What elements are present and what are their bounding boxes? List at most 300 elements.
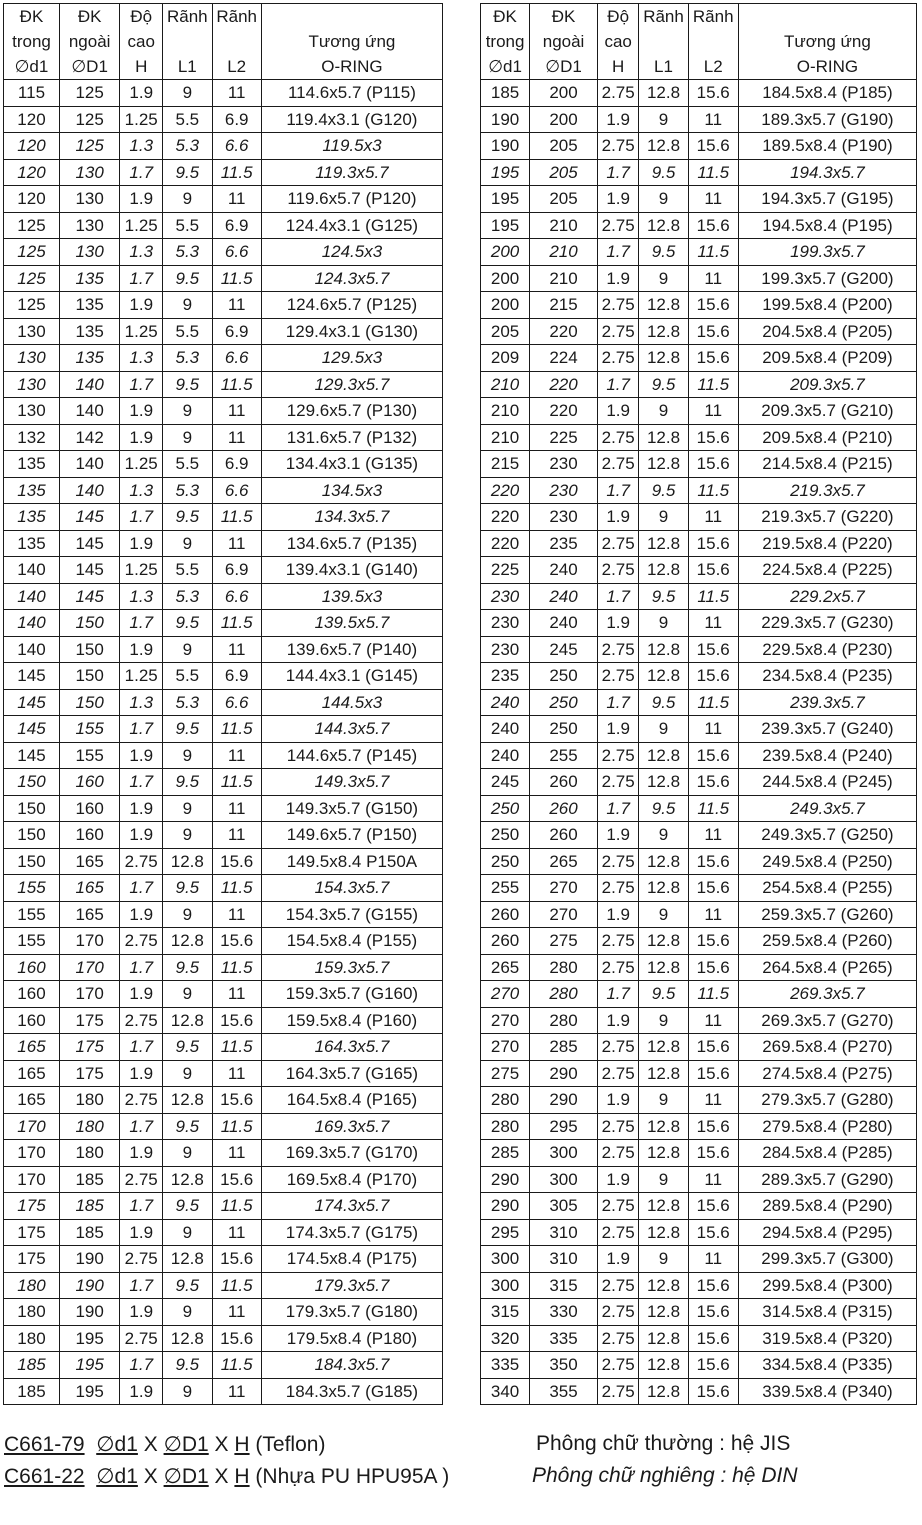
cell-L1: 9 — [639, 1087, 688, 1114]
cell-L2: 15.6 — [688, 1219, 738, 1246]
cell-L1: 12.8 — [639, 954, 688, 981]
cell-d1: 300 — [481, 1272, 530, 1299]
cell-H: 1.9 — [597, 1087, 639, 1114]
table-row — [481, 981, 917, 1008]
cell-L1: 9 — [639, 504, 688, 531]
cell-D1: 195 — [59, 1378, 119, 1405]
cell-L2: 15.6 — [688, 1378, 738, 1405]
height-label: H — [234, 1465, 250, 1488]
cell-L2: 11 — [688, 1246, 738, 1273]
cell-H: 2.75 — [120, 1325, 163, 1352]
cell-d1: 265 — [481, 954, 530, 981]
cell-L2: 11.5 — [688, 981, 738, 1008]
cell-oring: 334.5x8.4 (P335) — [738, 1352, 916, 1379]
table-row — [4, 769, 443, 796]
cell-D1: 140 — [59, 398, 119, 425]
legend-jis: Phông chữ thường : hệ JIS — [536, 1432, 791, 1455]
cell-oring: 184.3x5.7 — [261, 1352, 442, 1379]
cell-oring: 209.3x5.7 — [738, 371, 916, 398]
cell-L2: 11 — [212, 398, 261, 425]
table-row — [4, 795, 443, 822]
cell-L2: 11 — [688, 265, 738, 292]
cell-H: 2.75 — [597, 1352, 639, 1379]
table-row — [4, 1034, 443, 1061]
height-label: H — [234, 1433, 250, 1456]
cell-L2: 11 — [212, 424, 261, 451]
cell-L1: 9 — [163, 424, 212, 451]
cell-oring: 269.3x5.7 (G270) — [738, 1007, 916, 1034]
cell-H: 1.7 — [120, 159, 163, 186]
cell-L1: 12.8 — [639, 1034, 688, 1061]
cell-d1: 130 — [4, 318, 60, 345]
cell-d1: 210 — [481, 371, 530, 398]
table-row — [4, 928, 443, 955]
cell-L1: 12.8 — [163, 848, 212, 875]
table-row — [4, 822, 443, 849]
footer-line-teflon: C661-79 ∅d1 X ∅D1 X H (Teflon) — [4, 1433, 326, 1456]
cell-d1: 225 — [481, 557, 530, 584]
cell-oring: 124.5x3 — [261, 239, 442, 266]
cell-H: 1.25 — [120, 557, 163, 584]
cell-L1: 9 — [163, 1378, 212, 1405]
table-row — [481, 265, 917, 292]
cell-D1: 155 — [59, 742, 119, 769]
cell-D1: 125 — [59, 80, 119, 107]
cell-D1: 224 — [530, 345, 598, 372]
cell-d1: 180 — [4, 1299, 60, 1326]
cell-oring: 131.6x5.7 (P132) — [261, 424, 442, 451]
cell-H: 2.75 — [597, 1060, 639, 1087]
cell-L2: 11 — [212, 636, 261, 663]
cell-L1: 9 — [163, 530, 212, 557]
cell-D1: 175 — [59, 1034, 119, 1061]
cell-L1: 9.5 — [163, 1272, 212, 1299]
cell-L2: 15.6 — [688, 848, 738, 875]
cell-H: 1.7 — [597, 239, 639, 266]
table-row — [481, 1007, 917, 1034]
cell-D1: 185 — [59, 1166, 119, 1193]
cell-L2: 15.6 — [688, 954, 738, 981]
spec-table-left — [3, 3, 443, 1405]
cell-D1: 145 — [59, 557, 119, 584]
table-row — [481, 875, 917, 902]
cell-L1: 12.8 — [639, 875, 688, 902]
cell-D1: 235 — [530, 530, 598, 557]
cell-H: 2.75 — [597, 318, 639, 345]
cell-d1: 290 — [481, 1166, 530, 1193]
cell-d1: 150 — [4, 769, 60, 796]
cell-d1: 165 — [4, 1087, 60, 1114]
cell-oring: 119.4x3.1 (G120) — [261, 106, 442, 133]
legend-din: Phông chữ nghiêng : hệ DIN — [532, 1464, 798, 1487]
cell-d1: 140 — [4, 583, 60, 610]
cell-D1: 130 — [59, 212, 119, 239]
cell-L2: 15.6 — [688, 451, 738, 478]
cell-L2: 15.6 — [688, 1113, 738, 1140]
cell-L1: 12.8 — [639, 1299, 688, 1326]
cell-L1: 12.8 — [639, 557, 688, 584]
table-row — [4, 742, 443, 769]
cell-L2: 11 — [688, 716, 738, 743]
cell-D1: 225 — [530, 424, 598, 451]
cell-H: 2.75 — [597, 1378, 639, 1405]
cell-L2: 15.6 — [688, 663, 738, 690]
cell-D1: 250 — [530, 716, 598, 743]
cell-L2: 15.6 — [688, 1034, 738, 1061]
cell-D1: 205 — [530, 159, 598, 186]
cell-H: 1.9 — [120, 398, 163, 425]
cell-d1: 195 — [481, 212, 530, 239]
cell-H: 1.9 — [597, 716, 639, 743]
inner-diameter-label: ∅d1 — [96, 1465, 138, 1488]
cell-H: 1.7 — [120, 504, 163, 531]
cell-d1: 180 — [4, 1272, 60, 1299]
table-row — [4, 133, 443, 160]
cell-L1: 9.5 — [639, 477, 688, 504]
cell-d1: 235 — [481, 663, 530, 690]
table-row — [481, 159, 917, 186]
spec-table-right — [480, 3, 917, 1405]
cell-D1: 175 — [59, 1060, 119, 1087]
cell-d1: 125 — [4, 239, 60, 266]
cell-D1: 195 — [59, 1352, 119, 1379]
cell-oring: 114.6x5.7 (P115) — [261, 80, 442, 107]
table-row — [481, 212, 917, 239]
cell-oring: 119.3x5.7 — [261, 159, 442, 186]
table-row — [4, 451, 443, 478]
table-row — [481, 345, 917, 372]
table-row — [481, 1246, 917, 1273]
cell-L1: 9 — [639, 265, 688, 292]
cell-D1: 190 — [59, 1299, 119, 1326]
cell-d1: 175 — [4, 1246, 60, 1273]
cell-oring: 199.3x5.7 — [738, 239, 916, 266]
cell-D1: 205 — [530, 133, 598, 160]
cell-d1: 270 — [481, 1007, 530, 1034]
cell-d1: 120 — [4, 106, 60, 133]
cell-oring: 154.3x5.7 (G155) — [261, 901, 442, 928]
cell-L2: 11 — [212, 1060, 261, 1087]
cell-H: 1.7 — [597, 583, 639, 610]
cell-H: 1.3 — [120, 689, 163, 716]
cell-H: 1.9 — [597, 106, 639, 133]
cell-oring: 164.3x5.7 (G165) — [261, 1060, 442, 1087]
cell-L2: 11.5 — [688, 371, 738, 398]
table-row — [4, 1113, 443, 1140]
cell-D1: 220 — [530, 398, 598, 425]
table-row — [4, 1060, 443, 1087]
table-row — [4, 610, 443, 637]
table-row — [481, 928, 917, 955]
cell-L2: 11 — [688, 610, 738, 637]
cell-L1: 12.8 — [163, 1246, 212, 1273]
cell-L1: 9 — [163, 795, 212, 822]
cell-L2: 11.5 — [212, 159, 261, 186]
cell-D1: 190 — [59, 1246, 119, 1273]
cell-L1: 12.8 — [163, 1325, 212, 1352]
table-row — [481, 1219, 917, 1246]
table-row — [4, 583, 443, 610]
cell-H: 1.7 — [120, 1034, 163, 1061]
cell-H: 2.75 — [597, 80, 639, 107]
cell-d1: 230 — [481, 583, 530, 610]
cell-d1: 160 — [4, 981, 60, 1008]
cell-L2: 11.5 — [212, 504, 261, 531]
table-row — [4, 212, 443, 239]
cell-L1: 12.8 — [639, 1140, 688, 1167]
table-row — [481, 901, 917, 928]
cell-D1: 315 — [530, 1272, 598, 1299]
cell-oring: 139.5x5.7 — [261, 610, 442, 637]
cell-d1: 300 — [481, 1246, 530, 1273]
cell-d1: 260 — [481, 928, 530, 955]
cell-L2: 11 — [212, 901, 261, 928]
cell-L2: 11.5 — [212, 610, 261, 637]
cell-D1: 275 — [530, 928, 598, 955]
cell-d1: 240 — [481, 689, 530, 716]
cell-L2: 15.6 — [212, 1166, 261, 1193]
cell-d1: 230 — [481, 636, 530, 663]
cell-oring: 154.3x5.7 — [261, 875, 442, 902]
cell-H: 1.9 — [120, 186, 163, 213]
table-row — [481, 716, 917, 743]
cell-D1: 155 — [59, 716, 119, 743]
cell-D1: 180 — [59, 1087, 119, 1114]
cell-D1: 160 — [59, 822, 119, 849]
cell-L1: 9 — [639, 716, 688, 743]
cell-H: 1.7 — [120, 769, 163, 796]
cell-d1: 140 — [4, 557, 60, 584]
cell-H: 2.75 — [597, 1193, 639, 1220]
table-row — [4, 1219, 443, 1246]
cell-D1: 350 — [530, 1352, 598, 1379]
cell-H: 1.7 — [120, 371, 163, 398]
cell-L1: 12.8 — [639, 424, 688, 451]
cell-H: 2.75 — [120, 848, 163, 875]
cell-L1: 12.8 — [639, 1325, 688, 1352]
cell-D1: 145 — [59, 504, 119, 531]
cell-oring: 239.3x5.7 — [738, 689, 916, 716]
cell-L1: 9.5 — [163, 1034, 212, 1061]
cell-oring: 229.3x5.7 (G230) — [738, 610, 916, 637]
cell-D1: 220 — [530, 371, 598, 398]
table-row — [4, 477, 443, 504]
cell-oring: 284.5x8.4 (P285) — [738, 1140, 916, 1167]
cell-oring: 124.4x3.1 (G125) — [261, 212, 442, 239]
cell-oring: 204.5x8.4 (P205) — [738, 318, 916, 345]
cell-L1: 9.5 — [163, 159, 212, 186]
cell-H: 1.9 — [120, 1378, 163, 1405]
table-row — [4, 1246, 443, 1273]
cell-H: 1.7 — [597, 795, 639, 822]
cell-L2: 11 — [688, 901, 738, 928]
cell-L2: 15.6 — [212, 1246, 261, 1273]
cell-d1: 145 — [4, 663, 60, 690]
cell-oring: 219.5x8.4 (P220) — [738, 530, 916, 557]
cell-d1: 130 — [4, 371, 60, 398]
cell-d1: 250 — [481, 795, 530, 822]
cell-L1: 9 — [163, 822, 212, 849]
cell-H: 2.75 — [597, 636, 639, 663]
cell-H: 1.7 — [597, 159, 639, 186]
cell-H: 2.75 — [120, 1007, 163, 1034]
cell-L1: 9 — [163, 1299, 212, 1326]
cell-D1: 150 — [59, 689, 119, 716]
cell-L2: 15.6 — [212, 1007, 261, 1034]
cell-D1: 170 — [59, 928, 119, 955]
cell-L2: 11.5 — [212, 371, 261, 398]
cell-H: 2.75 — [120, 928, 163, 955]
cell-D1: 230 — [530, 504, 598, 531]
cell-oring: 289.5x8.4 (P290) — [738, 1193, 916, 1220]
cell-L2: 6.6 — [212, 689, 261, 716]
cell-oring: 209.5x8.4 (P209) — [738, 345, 916, 372]
cell-L2: 11 — [212, 1219, 261, 1246]
cell-L2: 6.6 — [212, 133, 261, 160]
cell-L2: 11.5 — [212, 1193, 261, 1220]
cell-d1: 195 — [481, 186, 530, 213]
cell-oring: 179.3x5.7 (G180) — [261, 1299, 442, 1326]
cell-d1: 155 — [4, 875, 60, 902]
cell-oring: 129.4x3.1 (G130) — [261, 318, 442, 345]
material-label: (Teflon) — [249, 1433, 326, 1456]
cell-D1: 285 — [530, 1034, 598, 1061]
cell-L1: 12.8 — [639, 769, 688, 796]
cell-L2: 15.6 — [688, 318, 738, 345]
cell-D1: 215 — [530, 292, 598, 319]
cell-L2: 11.5 — [212, 1272, 261, 1299]
table-row — [4, 371, 443, 398]
cell-d1: 200 — [481, 239, 530, 266]
cell-L1: 9.5 — [639, 795, 688, 822]
cell-H: 2.75 — [597, 424, 639, 451]
table-row — [481, 1325, 917, 1352]
cell-D1: 140 — [59, 451, 119, 478]
cell-oring: 279.3x5.7 (G280) — [738, 1087, 916, 1114]
cell-H: 1.7 — [120, 610, 163, 637]
cell-oring: 299.5x8.4 (P300) — [738, 1272, 916, 1299]
cell-H: 2.75 — [120, 1166, 163, 1193]
table-row — [481, 610, 917, 637]
cell-D1: 150 — [59, 610, 119, 637]
cell-d1: 155 — [4, 901, 60, 928]
cell-L2: 11 — [212, 80, 261, 107]
cell-L1: 12.8 — [639, 1272, 688, 1299]
cell-L1: 9.5 — [163, 769, 212, 796]
table-row — [4, 1352, 443, 1379]
header-oring: Tương ứng O-RING — [261, 4, 442, 80]
cell-d1: 185 — [4, 1352, 60, 1379]
cell-L1: 12.8 — [639, 345, 688, 372]
cell-L2: 11.5 — [212, 716, 261, 743]
cell-d1: 132 — [4, 424, 60, 451]
cell-d1: 195 — [481, 159, 530, 186]
cell-H: 2.75 — [597, 1113, 639, 1140]
cell-D1: 150 — [59, 663, 119, 690]
cell-L2: 11.5 — [688, 583, 738, 610]
cell-H: 1.9 — [120, 80, 163, 107]
cell-H: 2.75 — [597, 557, 639, 584]
cell-L2: 6.9 — [212, 318, 261, 345]
cell-oring: 134.4x3.1 (G135) — [261, 451, 442, 478]
cell-oring: 244.5x8.4 (P245) — [738, 769, 916, 796]
cell-D1: 130 — [59, 159, 119, 186]
cell-D1: 130 — [59, 239, 119, 266]
cell-L1: 12.8 — [639, 1378, 688, 1405]
cell-H: 1.9 — [597, 822, 639, 849]
cell-D1: 140 — [59, 371, 119, 398]
table-row — [481, 133, 917, 160]
cell-d1: 130 — [4, 345, 60, 372]
header-d1: ĐK trong ∅d1 — [4, 4, 60, 80]
cell-H: 1.9 — [597, 901, 639, 928]
cell-L1: 12.8 — [639, 530, 688, 557]
cell-D1: 260 — [530, 795, 598, 822]
cell-d1: 285 — [481, 1140, 530, 1167]
table-row — [481, 557, 917, 584]
cell-D1: 250 — [530, 689, 598, 716]
cell-oring: 219.3x5.7 — [738, 477, 916, 504]
cell-d1: 135 — [4, 504, 60, 531]
table-row — [4, 901, 443, 928]
table-row — [481, 504, 917, 531]
cell-d1: 165 — [4, 1034, 60, 1061]
cell-D1: 310 — [530, 1219, 598, 1246]
cell-H: 1.9 — [120, 424, 163, 451]
cell-d1: 120 — [4, 133, 60, 160]
cell-oring: 184.5x8.4 (P185) — [738, 80, 916, 107]
header-oring: Tương ứng O-RING — [738, 4, 916, 80]
cell-oring: 339.5x8.4 (P340) — [738, 1378, 916, 1405]
cell-oring: 134.3x5.7 — [261, 504, 442, 531]
cell-L1: 12.8 — [163, 928, 212, 955]
cell-oring: 194.5x8.4 (P195) — [738, 212, 916, 239]
cell-H: 1.7 — [597, 371, 639, 398]
table-row — [4, 239, 443, 266]
cell-d1: 335 — [481, 1352, 530, 1379]
cell-d1: 125 — [4, 265, 60, 292]
cell-L1: 12.8 — [639, 451, 688, 478]
cell-oring: 219.3x5.7 (G220) — [738, 504, 916, 531]
cell-H: 1.9 — [120, 530, 163, 557]
cell-oring: 229.2x5.7 — [738, 583, 916, 610]
cell-H: 1.25 — [120, 451, 163, 478]
cell-H: 2.75 — [597, 848, 639, 875]
cell-L1: 5.3 — [163, 239, 212, 266]
cell-d1: 160 — [4, 954, 60, 981]
cell-oring: 119.6x5.7 (P120) — [261, 186, 442, 213]
cell-H: 1.9 — [120, 822, 163, 849]
table-row — [4, 1166, 443, 1193]
cell-H: 1.3 — [120, 345, 163, 372]
cell-d1: 140 — [4, 636, 60, 663]
table-row — [4, 398, 443, 425]
cell-L2: 6.9 — [212, 663, 261, 690]
cell-L1: 9 — [639, 822, 688, 849]
cell-d1: 209 — [481, 345, 530, 372]
cell-H: 1.9 — [120, 795, 163, 822]
cell-D1: 165 — [59, 901, 119, 928]
table-row — [481, 292, 917, 319]
cell-oring: 169.5x8.4 (P170) — [261, 1166, 442, 1193]
cell-oring: 144.4x3.1 (G145) — [261, 663, 442, 690]
cell-L1: 5.5 — [163, 451, 212, 478]
cell-D1: 205 — [530, 186, 598, 213]
cell-D1: 330 — [530, 1299, 598, 1326]
table-row — [481, 424, 917, 451]
cell-oring: 294.5x8.4 (P295) — [738, 1219, 916, 1246]
cell-L2: 11 — [688, 1007, 738, 1034]
